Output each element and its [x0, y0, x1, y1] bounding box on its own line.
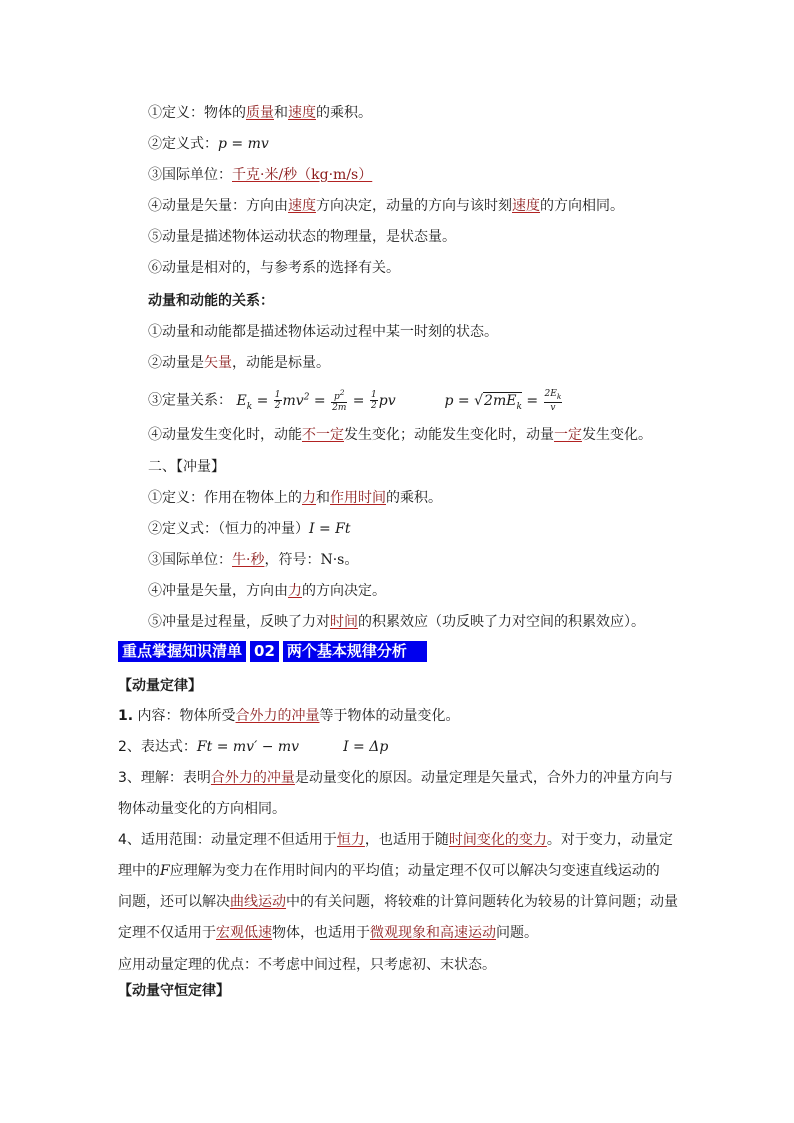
text: 4、适用范围：动量定理不但适用于 [118, 832, 337, 848]
text: ④动量发生变化时，动能 [148, 427, 302, 443]
text: 中的有关问题，将较难的计算问题转化为较易的计算问题；动量 [286, 894, 678, 910]
text: 2、表达式： [118, 739, 197, 755]
theorem-scope-line3 [118, 893, 678, 911]
keyword-force: 力 [302, 490, 316, 506]
momentum-vector [148, 197, 624, 215]
text: ③国际单位： [148, 167, 232, 183]
text: 方向决定，动量的方向与该时刻 [316, 198, 512, 214]
text: 发生变化。 [582, 427, 652, 443]
momentum-formula [148, 135, 269, 153]
theorem-scope-line2 [118, 862, 660, 880]
text: 问题，还可以解决 [118, 894, 230, 910]
text: ，动能是标量。 [232, 355, 330, 371]
keyword-macro-low-speed: 宏观低速 [216, 925, 272, 941]
theorem-expression [118, 738, 388, 756]
keyword-force: 力 [288, 583, 302, 599]
text: 的乘积。 [386, 490, 442, 506]
impulse-vector [148, 582, 386, 600]
impulse-unit [148, 551, 358, 569]
keyword-variable-force: 时间变化的变力 [448, 832, 547, 848]
text: 。对于变力，动量定 [546, 832, 673, 848]
item-number: 1. [118, 708, 134, 724]
text: 3、理解：表明 [118, 770, 211, 786]
keyword-vector: 矢量 [204, 355, 232, 371]
banner-title: 重点掌握知识清单 [118, 641, 246, 662]
momentum-definition [148, 104, 372, 122]
keyword-velocity: 速度 [288, 105, 316, 121]
keyword-time: 时间 [330, 614, 358, 630]
keyword-micro-high-speed: 微观现象和高速运动 [370, 925, 496, 941]
banner-number: 02 [250, 641, 279, 662]
text: 的方向决定。 [302, 583, 386, 599]
text: 的方向相同。 [540, 198, 624, 214]
momentum-energy-formula: $p = √2mE_k$ = $\frac{2E_k}{v}$ [444, 388, 562, 413]
banner-subtitle: 两个基本规律分析 [283, 641, 427, 662]
text: 等于物体的动量变化。 [319, 708, 460, 724]
relation-item-1: ①动量和动能都是描述物体运动过程中某一时刻的状态。 [148, 324, 498, 340]
theorem-understanding [118, 769, 673, 787]
text: ②动量是 [148, 355, 204, 371]
keyword-velocity: 速度 [288, 198, 316, 214]
formula: p = mv [218, 136, 269, 152]
text: ④冲量是矢量，方向由 [148, 583, 288, 599]
keyword-constant-force: 恒力 [336, 832, 365, 848]
relation-item-3 [148, 388, 563, 415]
formula: I = Δp [343, 739, 389, 755]
formula: I = Ft [309, 521, 351, 537]
theorem-understanding-cont: 物体动量变化的方向相同。 [118, 801, 286, 817]
kinetic-energy-formula: $E_k$ = $\frac{1}{2}$ $mv^2$ = $\frac{p^2}{2m}$ = $\frac{1}{2}$ pv [236, 388, 396, 414]
theorem-scope-line4 [118, 924, 538, 942]
keyword-action-time: 作用时间 [330, 490, 386, 506]
keyword-net-impulse: 合外力的冲量 [235, 708, 320, 724]
theorem-advantage: 应用动量定理的优点：不考虑中间过程，只考虑初、末状态。 [118, 957, 496, 973]
text: ，也适用于随 [364, 832, 449, 848]
text: 是动量变化的原因。动量定理是矢量式，合外力的冲量方向与 [294, 770, 673, 786]
impulse-definition [148, 489, 442, 507]
keyword-not-necessarily: 不一定 [302, 427, 344, 443]
text: 和 [316, 490, 330, 506]
keyword-unit: 千克·米/秒（kg·m/s） [232, 167, 373, 183]
keyword-mass: 质量 [246, 105, 274, 121]
keyword-newton-second: 牛·秒 [232, 552, 265, 568]
text: 发生变化；动能发生变化时，动量 [344, 427, 554, 443]
text: ①定义：作用在物体上的 [148, 490, 302, 506]
impulse-formula [148, 520, 351, 538]
momentum-unit [148, 166, 372, 184]
text: ②定义式：（恒力的冲量） [148, 521, 309, 537]
variable-F: F [160, 863, 170, 879]
momentum-relative: ⑥动量是相对的，与参考系的选择有关。 [148, 260, 400, 276]
text: ③定量关系： [148, 392, 232, 409]
theorem-scope-line1 [118, 831, 673, 849]
text: ②定义式： [148, 136, 218, 152]
keyword-curvilinear-motion: 曲线运动 [230, 894, 286, 910]
text: 内容：物体所受 [137, 708, 236, 724]
keyword-necessarily: 一定 [554, 427, 582, 443]
text: ④动量是矢量：方向由 [148, 198, 288, 214]
relation-heading: 动量和动能的关系： [148, 293, 274, 309]
momentum-state: ⑤动量是描述物体运动状态的物理量，是状态量。 [148, 229, 456, 245]
impulse-heading: 二、【冲量】 [148, 459, 225, 475]
formula: Ft = mv′ − mv [196, 739, 300, 755]
text: 问题。 [496, 925, 538, 941]
text: 的积累效应（功反映了力对空间的积累效应）。 [358, 614, 645, 630]
text: ①定义：物体的 [148, 105, 246, 121]
text: 的乘积。 [316, 105, 372, 121]
conservation-heading: 【动量守恒定律】 [118, 983, 230, 999]
text: 理中的 [118, 863, 160, 879]
keyword-velocity: 速度 [512, 198, 540, 214]
section-banner [118, 641, 427, 662]
text: ③国际单位： [148, 552, 232, 568]
text: 物体，也适用于 [272, 925, 370, 941]
text: ，符号：N·s。 [264, 552, 359, 568]
theorem-content [118, 707, 460, 725]
text: 定理不仅适用于 [118, 925, 216, 941]
impulse-process [148, 613, 645, 631]
text: ⑤冲量是过程量，反映了力对 [148, 614, 330, 630]
relation-item-4 [148, 426, 652, 444]
text: 应理解为变力在作用时间内的平均值；动量定理不仅可以解决匀变速直线运动的 [169, 863, 660, 879]
theorem-heading: 【动量定律】 [118, 678, 202, 694]
text: 和 [274, 105, 288, 121]
keyword-net-impulse: 合外力的冲量 [210, 770, 295, 786]
relation-item-2 [148, 354, 330, 372]
